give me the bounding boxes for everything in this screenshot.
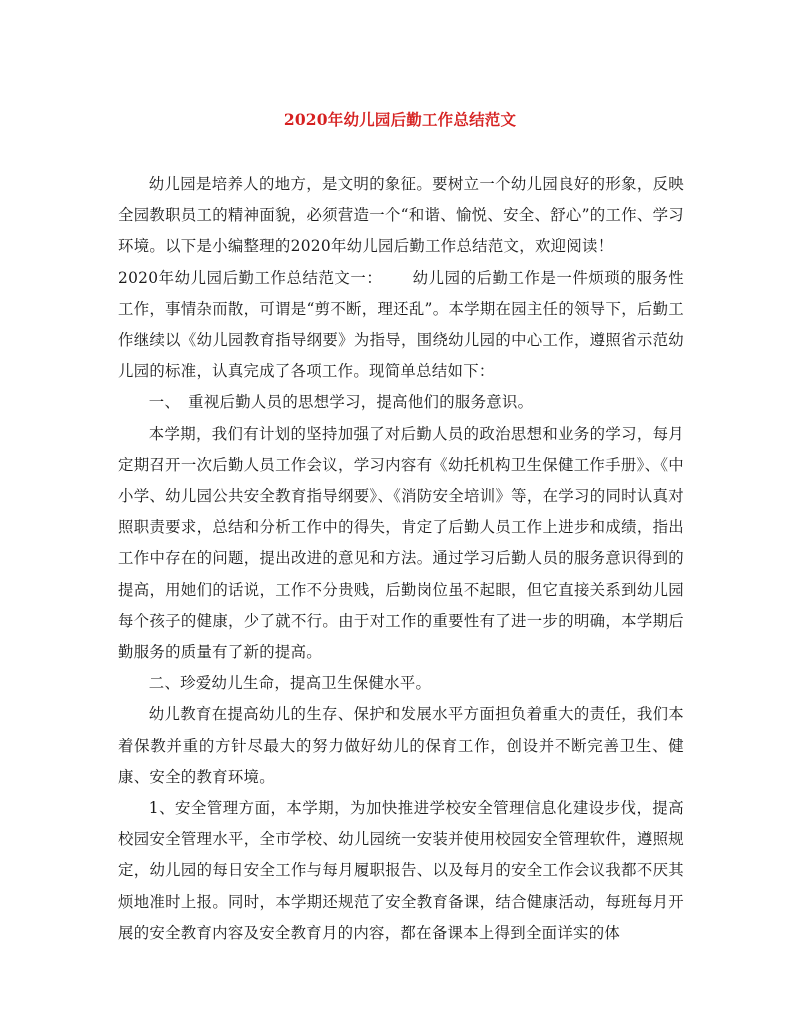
- education-paragraph: 幼儿教育在提高幼儿的生存、保护和发展水平方面担负着重大的责任，我们本着保教并重的方针尽最大的努力做好幼儿的保育工作，创设并不断完善卫生、健康、安全的教育环境。: [118, 705, 684, 786]
- safety-paragraph: 1、安全管理方面，本学期，为加快推进学校安全管理信息化建设步伐，提高校园安全管理水平，全市学校、幼儿园统一安装并使用校园安全管理软件，遵照规定，幼儿园的每日安全工作与每月履职报告、以及每月的安全工作会议我都不厌其烦地准时上报。同时，本学期还规范了安全教育备课，结合健康活动，每班每月开展的安全教育内容及安全教育月的内容，都在备课本上得到全面详实的体: [118, 799, 684, 942]
- document-title: 2020年幼儿园后勤工作总结范文: [283, 110, 517, 129]
- sample-one-paragraph: [118, 263, 684, 388]
- sample-one-text: 幼儿园的后勤工作是一件烦琐的服务性工作，事情杂而散，可谓是“剪不断，理还乱”。本学期在园主任的领导下，后勤工作继续以《幼儿园教育指导纲要》为指导，围绕幼儿园的中心工作，遵照省示范幼儿园的标准，认真完成了各项工作。现简单总结如下：: [118, 268, 684, 381]
- sample-one-label: 2020年幼儿园后勤工作总结范文一：: [118, 268, 383, 287]
- section-one-heading: 一、 重视后勤人员的思想学习，提高他们的服务意识。: [148, 393, 534, 412]
- section-two-heading: 二、珍爱幼儿生命，提高卫生保健水平。: [148, 674, 432, 693]
- intro-paragraph: 幼儿园是培养人的地方，是文明的象征。要树立一个幼儿园良好的形象，反映全园教职员工的精神面貌，必须营造一个“和谐、愉悦、安全、舒心”的工作、学习环境。以下是小编整理的2020年幼儿园后勤工作总结范文，欢迎阅读！: [118, 175, 684, 256]
- document-body: [118, 169, 684, 949]
- study-paragraph: 本学期，我们有计划的坚持加强了对后勤人员的政治思想和业务的学习，每月定期召开一次后勤人员工作会议，学习内容有《幼托机构卫生保健工作手册》、《中小学、幼儿园公共安全教育指导纲要》、《消防安全培训》等，在学习的同时认真对照职责要求，总结和分析工作中的得失，肯定了后勤人员工作上进步和成绩，指出工作中存在的问题，提出改进的意见和方法。通过学习后勤人员的服务意识得到的提高，用她们的话说，工作不分贵贱，后勤岗位虽不起眼，但它直接关系到幼儿园每个孩子的健康，少了就不行。由于对工作的重要性有了进一步的明确，本学期后勤服务的质量有了新的提高。: [118, 424, 684, 662]
